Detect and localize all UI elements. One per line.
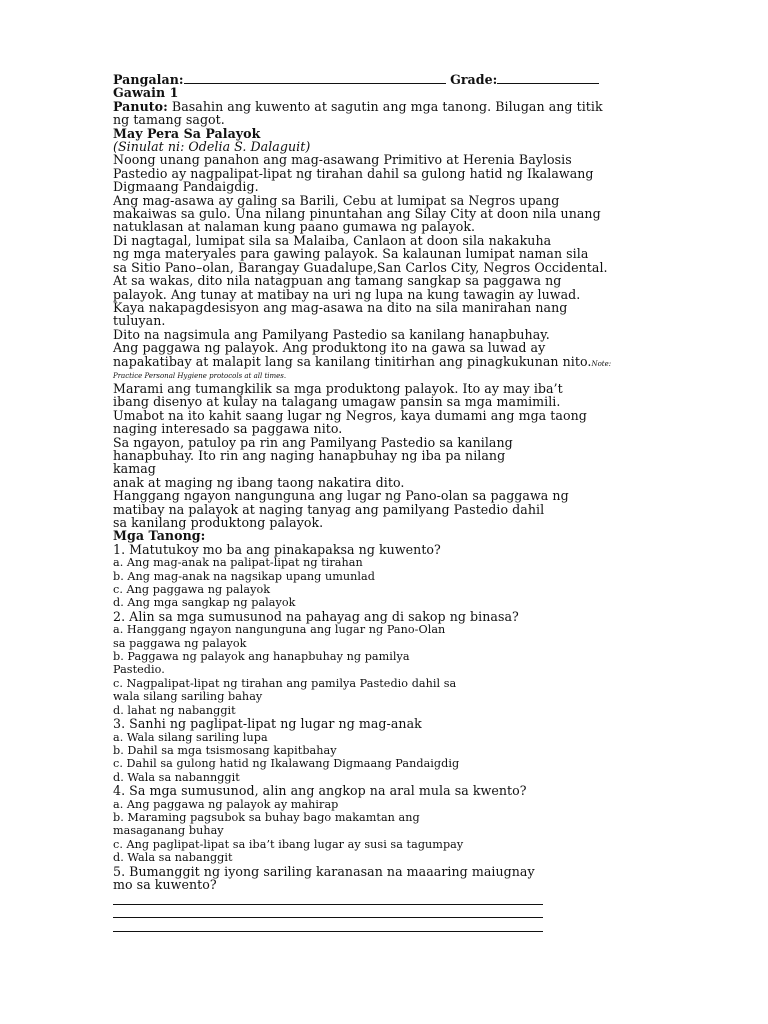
choice-line[interactable]: d. lahat ng nabanggit (113, 703, 236, 717)
story-line: Pastedio ay nagpalipat-lipat ng tirahan dahil sa gulong hatid ng Ikalawang (113, 165, 594, 181)
instructions-label: Panuto: (113, 98, 168, 114)
story-line: Ang mag-asawa ay galing sa Barili, Cebu at lumipat sa Negros upang (113, 192, 560, 208)
story-line: Di nagtagal, lumipat sila sa Malaiba, Canlaon at doon sila nakakuha (113, 232, 552, 248)
grade-blank[interactable] (497, 72, 599, 84)
choice-line[interactable]: a. Wala silang sariling lupa (113, 730, 268, 744)
choice-line[interactable]: b. Ang mag-anak na nagsikap upang umunlad (113, 569, 375, 583)
name-blank[interactable] (184, 72, 446, 84)
story-line: palayok. Ang tunay at matibay na uri ng lupa na kung tawagin ay luwad. (113, 286, 581, 302)
story-line: Digmaang Pandaigdig. (113, 179, 259, 195)
questions-list (113, 543, 673, 892)
choice-line[interactable]: a. Ang mag-anak na palipat-lipat ng tirahan (113, 556, 363, 570)
story-line: Dito na nagsimula ang Pamilyang Pastedio sa kanilang hanapbuhay. (113, 326, 550, 342)
question-line: mo sa kuwento? (113, 876, 217, 892)
story-author: (Sinulat ni: Odelia S. Dalaguit) (113, 139, 311, 155)
story-line: Hanggang ngayon nangunguna ang lugar ng Pano-olan sa paggawa ng (113, 488, 569, 504)
story-title: May Pera Sa Palayok (113, 125, 261, 141)
story-line: Kaya nakapagdesisyon ang mag-asawa na dito na sila manirahan nang (113, 299, 568, 315)
worksheet (113, 72, 673, 932)
story-line: sa kanilang produktong palayok. (113, 515, 324, 530)
question-line: 4. Sa mga sumusunod, alin ang angkop na aral mula sa kwento? (113, 783, 527, 799)
choice-line[interactable]: c. Dahil sa gulong hatid ng Ikalawang Digmaang Pandaigdig (113, 757, 460, 771)
choice-line[interactable]: masaganang buhay (113, 824, 224, 838)
activity-title: Gawain 1 (113, 85, 179, 101)
question-line: 5. Bumanggit ng iyong sariling karanasan na maaaring maiugnay (113, 863, 535, 879)
answer-lines (113, 891, 673, 931)
choice-line[interactable]: a. Hanggang ngayon nangunguna ang lugar ng Pano-Olan (113, 623, 446, 637)
choice-line[interactable]: d. Wala sa nabannggit (113, 770, 240, 784)
choice-line[interactable]: c. Ang paglipat-lipat sa iba’t ibang lugar ay susi sa tagumpay (113, 837, 464, 851)
choice-line[interactable]: b. Dahil sa mga tsismosang kapitbahay (113, 743, 337, 757)
hygiene-note: Practice Personal Hygiene protocols at all times. (113, 371, 287, 380)
story-line: Marami ang tumangkilik sa mga produktong palayok. Ito ay may iba’t (113, 380, 563, 396)
question-line: 3. Sanhi ng paglipat-lipat ng lugar ng mag-anak (113, 716, 422, 732)
answer-line[interactable] (113, 891, 543, 904)
answer-line[interactable] (113, 905, 543, 918)
header-row (113, 72, 673, 86)
story-line: kamag (113, 461, 156, 477)
grade-label: Grade: (450, 72, 498, 87)
instructions-text: Basahin ang kuwento at sagutin ang mga tanong. Bilugan ang titik (171, 98, 603, 114)
questions-heading: Mga Tanong: (113, 528, 206, 544)
choice-line[interactable]: b. Maraming pagsubok sa buhay bago makamtan ang (113, 810, 420, 824)
instructions-line-1 (113, 100, 673, 113)
story-line: tuluyan. (113, 313, 166, 329)
choice-line[interactable]: d. Ang mga sangkap ng palayok (113, 596, 296, 610)
choice-line[interactable]: b. Paggawa ng palayok ang hanapbuhay ng pamilya (113, 650, 410, 664)
story-line: Ang paggawa ng palayok. Ang produktong ito na gawa sa luwad ay (113, 340, 546, 356)
story-line: ng mga materyales para gawing palayok. Sa kalaunan lumipat naman sila (113, 246, 589, 262)
choice-line[interactable]: c. Nagpalipat-lipat ng tirahan ang pamilya Pastedio dahil sa (113, 676, 457, 690)
question-line: 2. Alin sa mga sumusunod na pahayag ang di sakop ng binasa? (113, 608, 519, 624)
answer-line[interactable] (113, 918, 543, 931)
choice-line[interactable]: Pastedio. (113, 663, 165, 677)
story-line: anak at maging ng ibang taong nakatira dito. (113, 474, 405, 490)
question-line: 1. Matutukoy mo ba ang pinakapaksa ng kuwento? (113, 541, 441, 557)
choice-line[interactable]: a. Ang paggawa ng palayok ay mahirap (113, 797, 339, 811)
story-line: Noong unang panahon ang mag-asawang Primitivo at Herenia Baylosis (113, 152, 572, 168)
story-line: Sa ngayon, patuloy pa rin ang Pamilyang Pastedio sa kanilang (113, 434, 513, 450)
story-line: hanapbuhay. Ito rin ang naging hanapbuhay ng iba pa nilang (113, 447, 506, 463)
story-body (113, 153, 673, 354)
story-line: ibang disenyo at kulay na talagang umagaw pansin sa mga mamimili. (113, 394, 561, 410)
story-line: natuklasan at nalaman kung paano gumawa ng palayok. (113, 219, 476, 235)
choice-line[interactable]: sa paggawa ng palayok (113, 636, 247, 650)
note-label: Note: (591, 359, 612, 368)
story-line: napakatibay at malapit lang sa kanilang tinitirhan ang pinagkukunan nito. (113, 353, 592, 369)
story-line: At sa wakas, dito nila natagpuan ang tamang sangkap sa paggawa ng (113, 273, 562, 289)
story-line: naging interesado sa paggawa nito. (113, 421, 343, 437)
story-line: sa Sitio Pano–olan, Barangay Guadalupe,San Carlos City, Negros Occidental. (113, 259, 608, 275)
story-line: makaiwas sa gulo. Una nilang pinuntahan ang Silay City at doon nila unang (113, 206, 601, 222)
choice-line[interactable]: wala silang sariling bahay (113, 690, 263, 704)
name-label: Pangalan: (113, 72, 184, 87)
story-line-with-note (113, 355, 673, 371)
story-line: Umabot na ito kahit saang lugar ng Negros, kaya dumami ang mga taong (113, 407, 587, 423)
story-body-continued (113, 382, 673, 529)
choice-line[interactable]: d. Wala sa nabanggit (113, 851, 233, 865)
instructions-line-2: ng tamang sagot. (113, 112, 225, 128)
story-line: matibay na palayok at naging tanyag ang pamilyang Pastedio dahil (113, 501, 545, 517)
choice-line[interactable]: c. Ang paggawa ng palayok (113, 583, 271, 597)
